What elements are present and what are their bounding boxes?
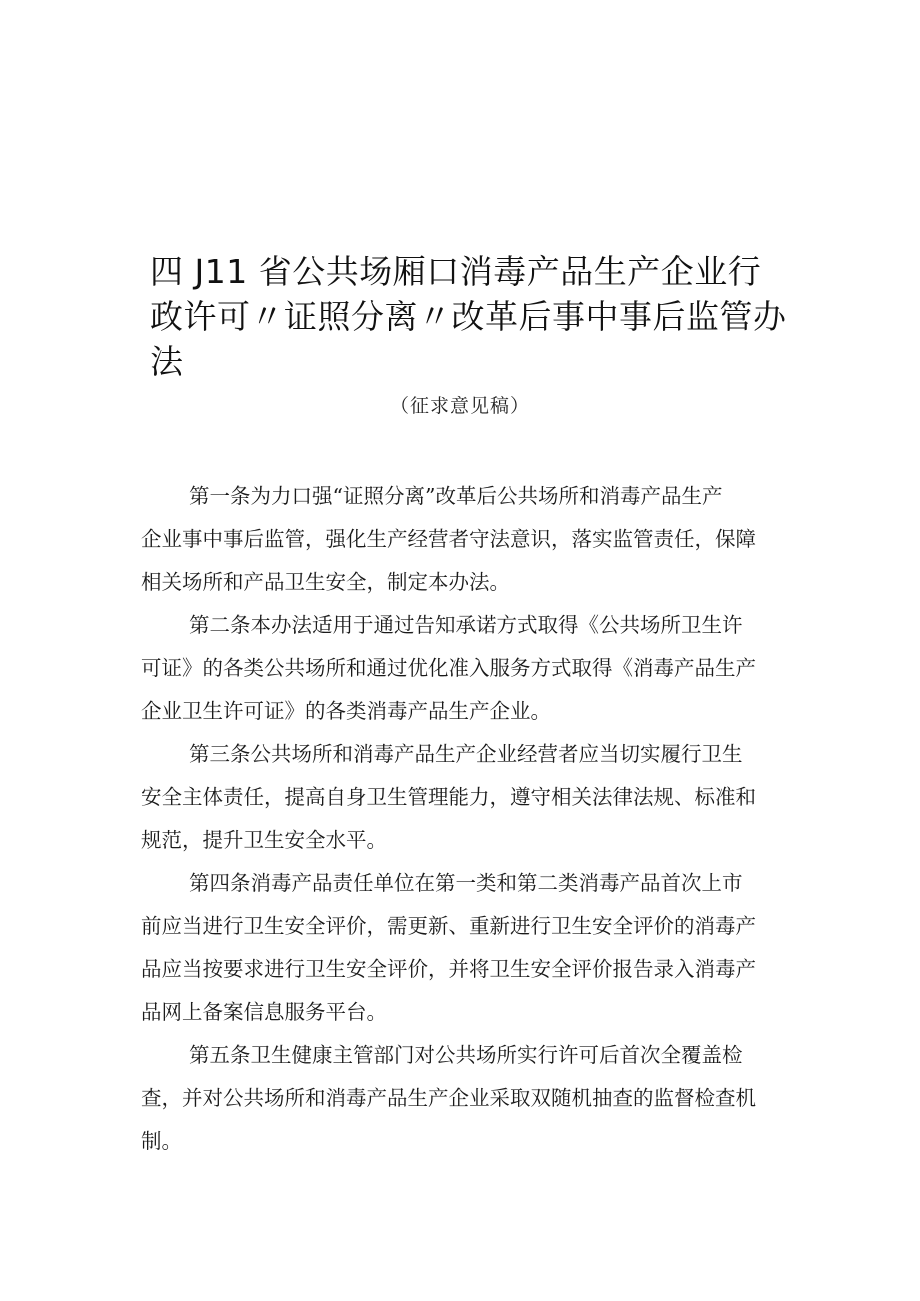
article-line: 前应当进行卫生安全评价，需更新、重新进行卫生安全评价的消毒产: [141, 914, 756, 938]
article-line: 规范，提升卫生安全水平。: [141, 828, 387, 852]
article-1: [141, 475, 791, 604]
article-line: 品应当按要求进行卫生安全评价，并将卫生安全评价报告录入消毒产: [141, 957, 756, 981]
article-line: 查，并对公共场所和消毒产品生产企业采取双随机抽查的监督检查机: [141, 1086, 756, 1110]
article-line: 第三条公共场所和消毒产品生产企业经营者应当切实履行卫生: [189, 742, 743, 766]
article-line: 企业卫生许可证》的各类消毒产品生产企业。: [141, 699, 551, 723]
article-line: 第四条消毒产品责任单位在第一类和第二类消毒产品首次上市: [189, 871, 743, 895]
document-body: [141, 475, 791, 1163]
article-5: [141, 1034, 791, 1163]
article-line: 企业事中事后监管，强化生产经营者守法意识，落实监管责任，保障: [141, 527, 756, 551]
article-line: 相关场所和产品卫生安全，制定本办法。: [141, 570, 510, 594]
document-title: [150, 249, 800, 384]
article-line: 第二条本办法适用于通过告知承诺方式取得《公共场所卫生许: [189, 613, 743, 637]
article-line: 制。: [141, 1129, 182, 1153]
title-line: 四 J11 省公共场厢口消毒产品生产企业行: [150, 252, 762, 291]
article-line: 安全主体责任，提高自身卫生管理能力，遵守相关法律法规、标准和: [141, 785, 756, 809]
article-3: [141, 733, 791, 862]
draft-note: （征求意见稿）: [389, 395, 530, 417]
title-line: 法: [150, 342, 184, 381]
article-line: 品网上备案信息服务平台。: [141, 1000, 387, 1024]
article-2: [141, 604, 791, 733]
article-line: 第五条卫生健康主管部门对公共场所实行许可后首次全覆盖检: [189, 1043, 743, 1067]
article-line: 第一条为力口强“证照分离”改革后公共场所和消毒产品生产: [189, 484, 723, 508]
article-4: [141, 862, 791, 1034]
title-line: 政许可〃证照分离〃改革后事中事后监管办: [150, 297, 787, 336]
article-line: 可证》的各类公共场所和通过优化准入服务方式取得《消毒产品生产: [141, 656, 756, 680]
